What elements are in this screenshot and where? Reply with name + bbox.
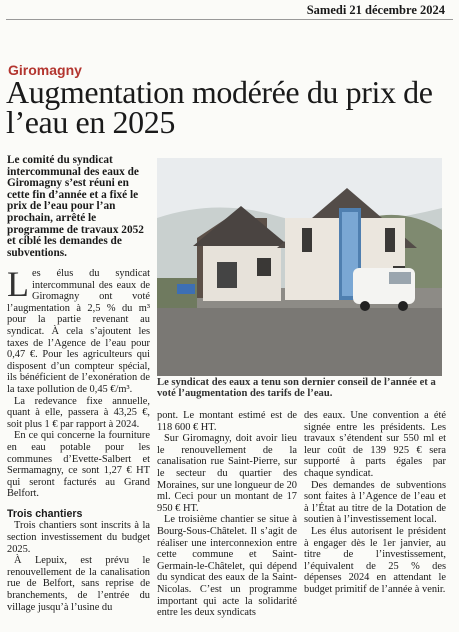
paragraph: es élus du syndicat intercommunal des eaux de Giromagny ont voté l’augmentation à 2,5 % du m³ pour la partie revenant au syndicat. À cela s’ajoutent les taxes de l’Agence de l’eau pour 0,47 €. Pour les agriculteurs qui disposent d’un compteur spécial, ils bénéficient de l’exonération de la taxe pollution de 0,45 €/m³. [7, 268, 150, 395]
drop-cap: L [7, 264, 29, 304]
paragraph: À Lepuix, est prévu le renouvellement de la canalisation rue de Belfort, sans reprise de branchements, de l’entrée du village jusqu’à l’usine du [7, 555, 150, 613]
article-headline: Augmentation modérée du prix de l’eau en 2025 [6, 74, 433, 140]
article-lead: Le comité du syndicat intercommunal des eaux de Giromagny s’est réuni en cette fin d’année et a fixé le prix de l’eau pour l’an prochain, arrêté le programme de travaux 2052 et ciblé les demandes de subventions. [7, 154, 144, 259]
issue-date: Samedi 21 décembre 2024 [306, 3, 445, 17]
subheading: Trois chantiers [7, 507, 83, 520]
paragraph: Le troisième chantier se situe à Bourg-Sous-Châtelet. Il s’agit de réaliser une interconnexion entre cette commune et Saint-Germain-le-Châtelet, qui dépend du syndicat des eaux de la Saint-Nicolas. C’est un programme important qui acte la solidarité entre les deux syndicats [157, 514, 297, 619]
section-rubric: Giromagny [8, 62, 82, 78]
paragraph: Des demandes de subventions sont faites à l’Agence de l’eau et à l’État au titre de la Dotation de soutien à l’investissement local. [304, 479, 446, 526]
photo-caption: Le syndicat des eaux a tenu son dernier conseil de l’année et a voté l’augmentation des tarifs de l’eau. [157, 377, 436, 400]
paragraph: En ce qui concerne la fourniture en eau potable pour les communes d’Evette-Salbert et Sermamagny, ce sont 1,27 € HT qui seront facturés au Grand Belfort. [7, 430, 150, 500]
paragraph: Les élus autorisent le président à engager dès le 1er janvier, au titre de l’investissement, l’équivalent de 25 % des dépenses 2024 en attendant le budget primitif de l’année à venir. [304, 525, 446, 595]
paragraph: Trois chantiers sont inscrits à la section investissement du budget 2025. [7, 520, 150, 555]
article-column-3 [304, 410, 446, 596]
paragraph: des eaux. Une convention a été signée entre les présidents. Les travaux s’étendent sur 550 ml et leur coût de 139 925 € sera supporté à parts égales par chaque syndicat. [304, 410, 446, 479]
header-rule [6, 19, 453, 20]
paragraph: Sur Giromagny, doit avoir lieu le renouvellement de la canalisation rue Saint-Pierre, sur le secteur du quartier des Moraines, sur une longueur de 20 ml. Ceci pour un montant de 17 950 € HT. [157, 433, 297, 514]
article-column-1 [7, 264, 150, 613]
article-photo [157, 158, 442, 376]
article-column-2 [157, 410, 297, 619]
paragraph: pont. Le montant estimé est de 118 600 € HT. [157, 410, 297, 433]
paragraph: La redevance fixe annuelle, quant à elle, passera à 43,25 €, soit plus 1 € par rapport à 2024. [7, 395, 150, 430]
